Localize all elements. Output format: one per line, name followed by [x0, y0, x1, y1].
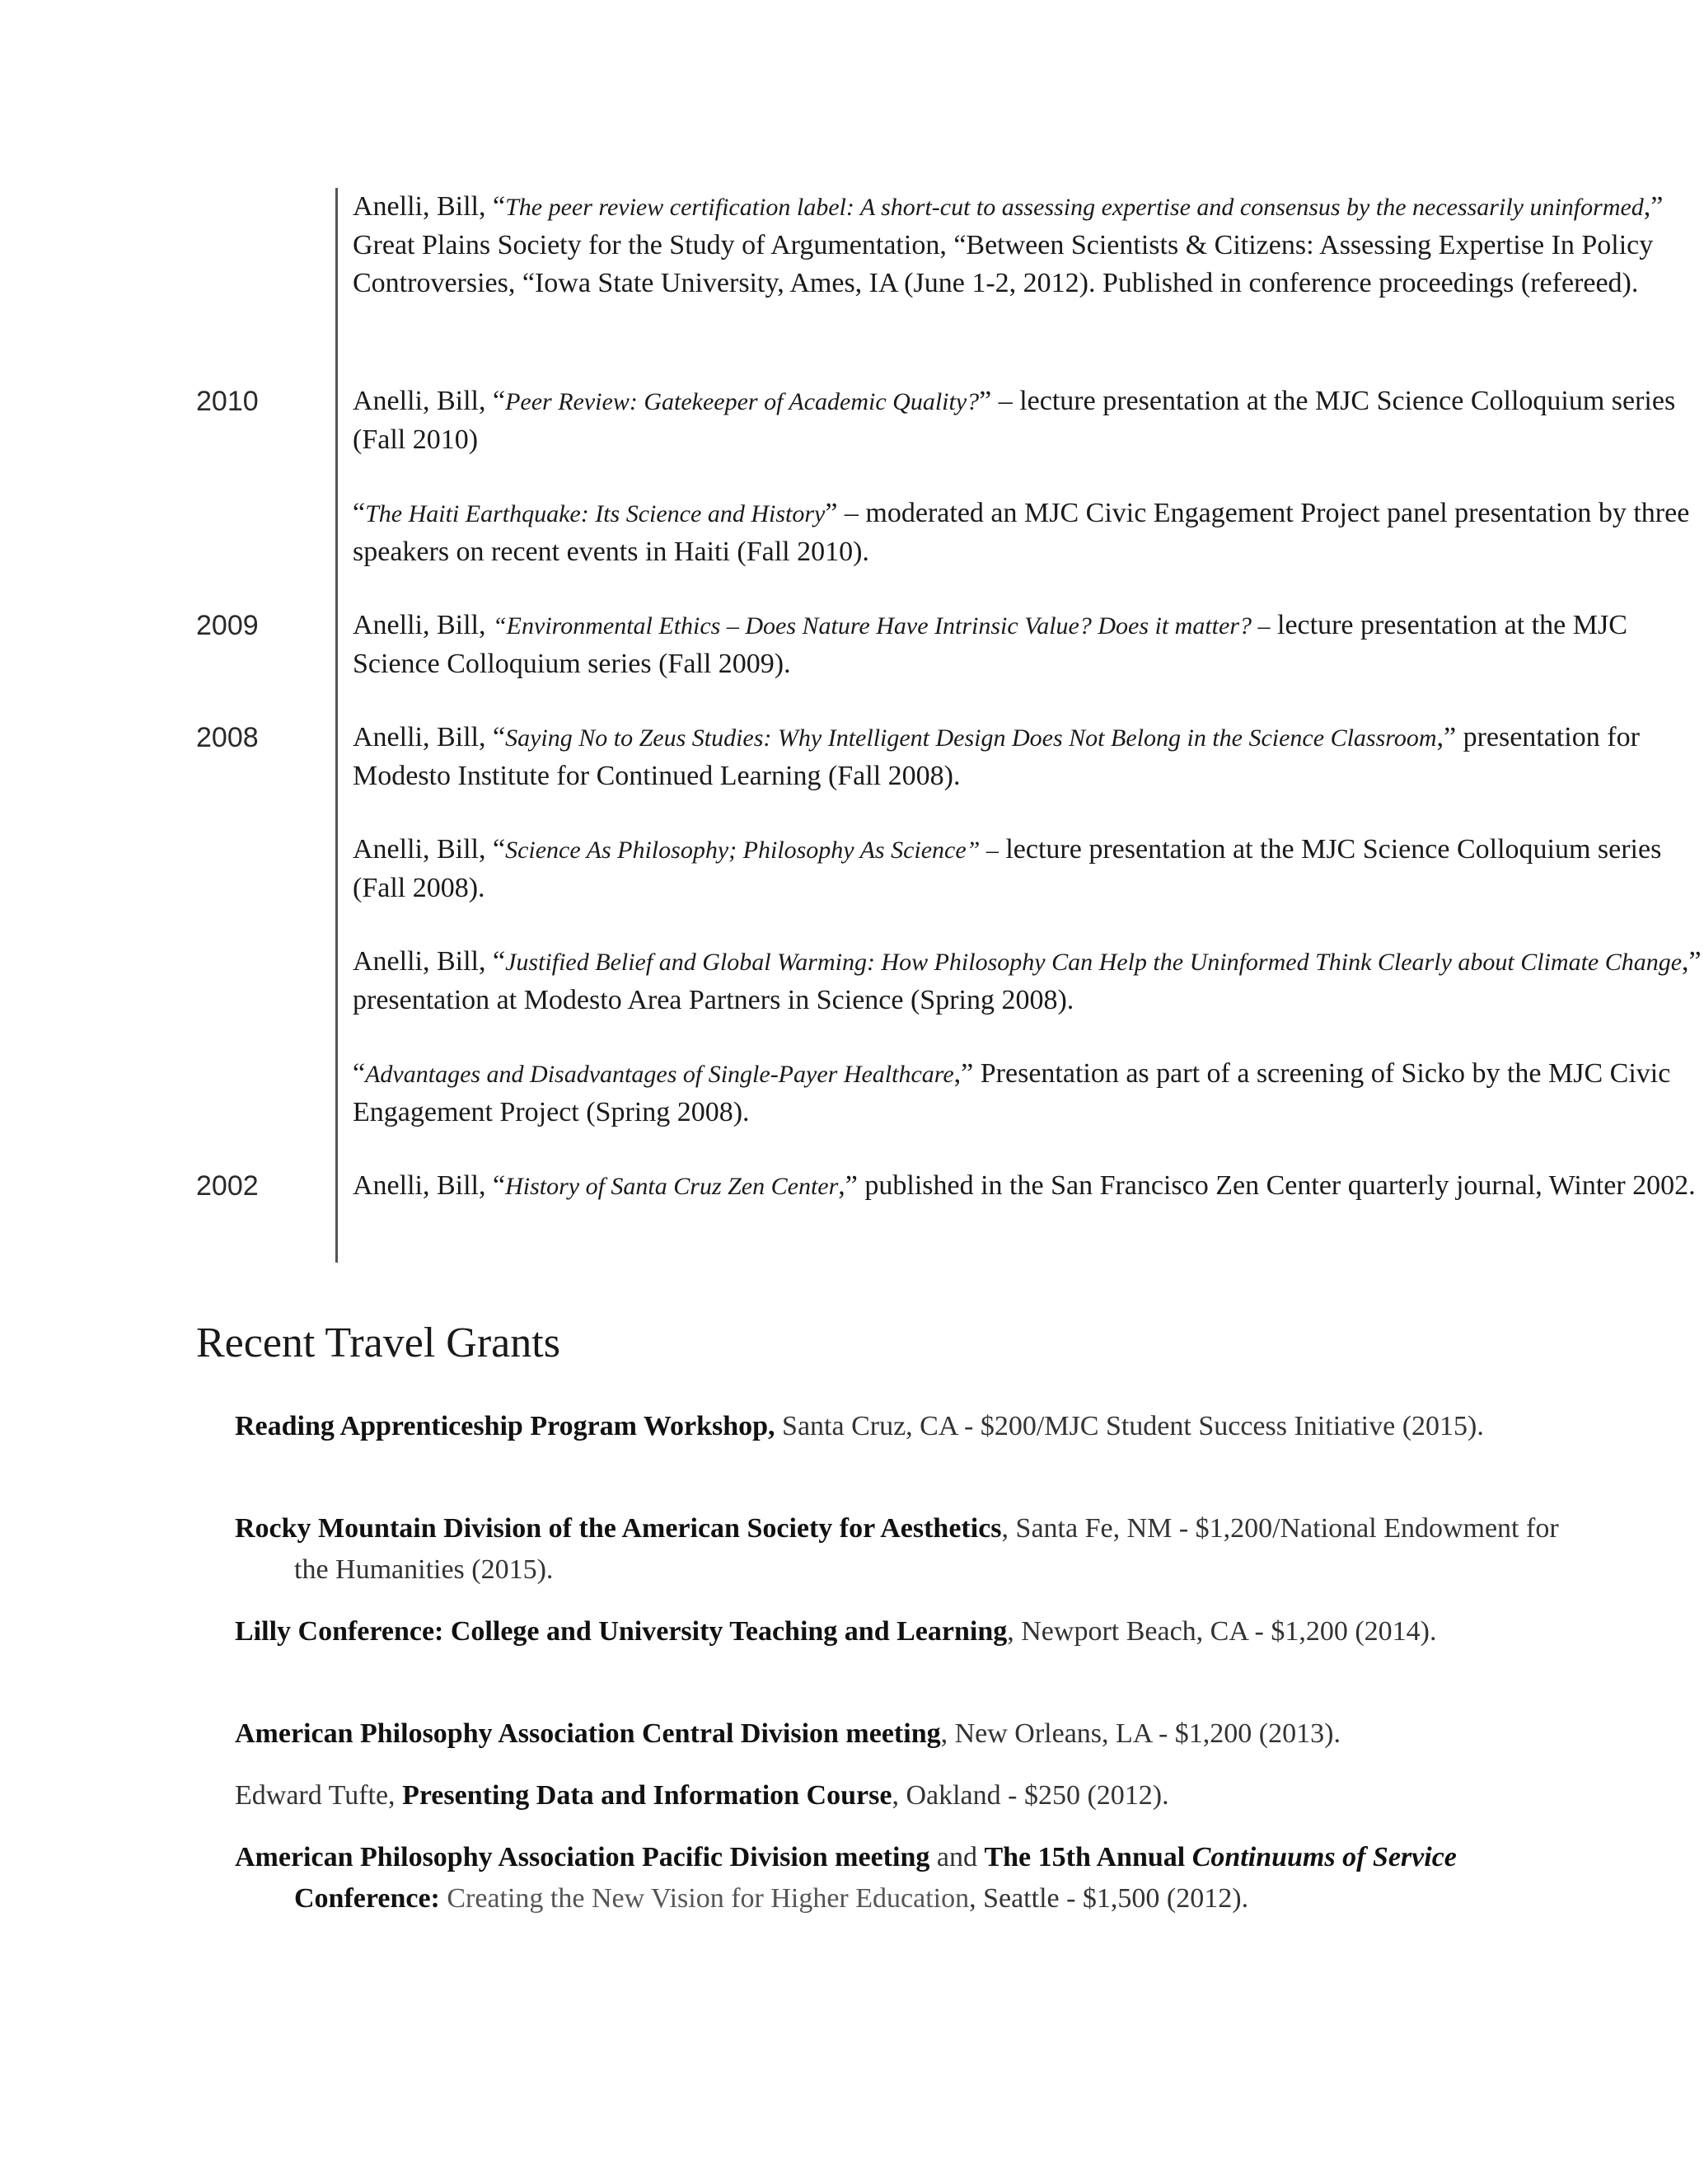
entry-year: 2009: [196, 610, 259, 641]
entry-title: Advantages and Disadvantages of Single-Payer Healthcare: [365, 1061, 954, 1088]
grant-item: American Philosophy Association Central Division meeting, New Orleans, LA - $1,200 (2013).: [235, 1718, 1341, 1749]
grant-name: Presenting Data and Information Course: [402, 1780, 892, 1811]
entry-text: “Advantages and Disadvantages of Single-Payer Healthcare,” Presentation as part of a screening of Sicko by the MJC Civic Engagement Project (Spring 2008).: [353, 1058, 1671, 1127]
entry-text: Anelli, Bill, “The peer review certification label: A short-cut to assessing expertise and consensus by the necessarily uninformed,” Great Plains Society for the Study of Argumentation, “Between Scientists & Citizens: Assessing Expertise In Policy Controversies, “Iowa State University, Ames, IA (June 1-2, 2012). Published in conference proceedings (refereed).: [353, 191, 1664, 298]
entry-text: Anelli, Bill, “Saying No to Zeus Studies: Why Intelligent Design Does Not Belong in the Science Classroom,” presentation for Modesto Institute for Continued Learning (Fall 2008).: [353, 722, 1640, 791]
entry-title: “Environmental Ethics – Does Nature Have Intrinsic Value? Does it matter? –: [493, 612, 1271, 640]
section-heading-travel-grants: Recent Travel Grants: [196, 1319, 560, 1366]
grant-item: American Philosophy Association Pacific Division meeting and The 15th Annual Continuums of Service Conference: Creating the New Vision for Higher Education, Seattle - $1,500 (2012).: [235, 1842, 1457, 1914]
entry-title: Saying No to Zeus Studies: Why Intelligent Design Does Not Belong in the Science Classroom: [505, 724, 1437, 752]
entry-title: Peer Review: Gatekeeper of Academic Quality?: [505, 388, 980, 415]
entry-text: Anelli, Bill, “Science As Philosophy; Philosophy As Science” – lecture presentation at the MJC Science Colloquium series (Fall 2008).: [353, 834, 1662, 903]
entry-title: History of Santa Cruz Zen Center: [505, 1173, 839, 1200]
grant-item: Lilly Conference: College and University Teaching and Learning, Newport Beach, CA - $1,200 (2014).: [235, 1616, 1437, 1647]
entry-year: 2008: [196, 722, 259, 753]
grant-name: American Philosophy Association Pacific Division meeting: [235, 1842, 930, 1872]
entry-title: Science As Philosophy; Philosophy As Science” –: [505, 837, 999, 864]
entry-text: Anelli, Bill, “Peer Review: Gatekeeper of Academic Quality?” – lecture presentation at the MJC Science Colloquium series (Fall 2010): [353, 386, 1676, 455]
publications-timeline: [196, 188, 1702, 1263]
grant-name: American Philosophy Association Central Division meeting: [235, 1718, 941, 1749]
grant-item: Rocky Mountain Division of the American Society for Aesthetics, Santa Fe, NM - $1,200/National Endowment for the Humanities (2015).: [235, 1513, 1559, 1585]
entry-year: 2002: [196, 1170, 259, 1202]
grant-item: Edward Tufte, Presenting Data and Information Course, Oakland - $250 (2012).: [235, 1780, 1169, 1811]
entry-title: Justified Belief and Global Warming: How Philosophy Can Help the Uninformed Think Clearly about Climate Change: [505, 949, 1683, 976]
grant-item: Reading Apprenticeship Program Workshop, Santa Cruz, CA - $200/MJC Student Success Initiative (2015).: [235, 1411, 1484, 1441]
entry-year: 2010: [196, 386, 259, 417]
grant-name: Rocky Mountain Division of the American Society for Aesthetics: [235, 1513, 1002, 1544]
entry-text: Anelli, Bill, “Justified Belief and Global Warming: How Philosophy Can Help the Uninformed Think Clearly about Climate Change,” presentation at Modesto Area Partners in Science (Spring 2008).: [353, 946, 1702, 1015]
entry-text: Anelli, Bill, “Environmental Ethics – Does Nature Have Intrinsic Value? Does it matter? – lecture presentation at the MJC Science Colloquium series (Fall 2009).: [353, 610, 1627, 679]
entry-text: Anelli, Bill, “History of Santa Cruz Zen Center,” published in the San Francisco Zen Center quarterly journal, Winter 2002.: [353, 1170, 1696, 1201]
entry-text: “The Haiti Earthquake: Its Science and History” – moderated an MJC Civic Engagement Project panel presentation by three speakers on recent events in Haiti (Fall 2010).: [353, 498, 1690, 567]
grant-name: Lilly Conference: College and University Teaching and Learning: [235, 1616, 1008, 1647]
grant-name: Reading Apprenticeship Program Workshop,: [235, 1411, 775, 1441]
timeline-divider: [335, 188, 338, 1263]
entry-title: The Haiti Earthquake: Its Science and History: [365, 500, 826, 527]
grant-name-italic: Continuums of Service: [1191, 1842, 1457, 1872]
entry-title: The peer review certification label: A short-cut to assessing expertise and consensus by the necessarily uninformed: [505, 194, 1644, 221]
